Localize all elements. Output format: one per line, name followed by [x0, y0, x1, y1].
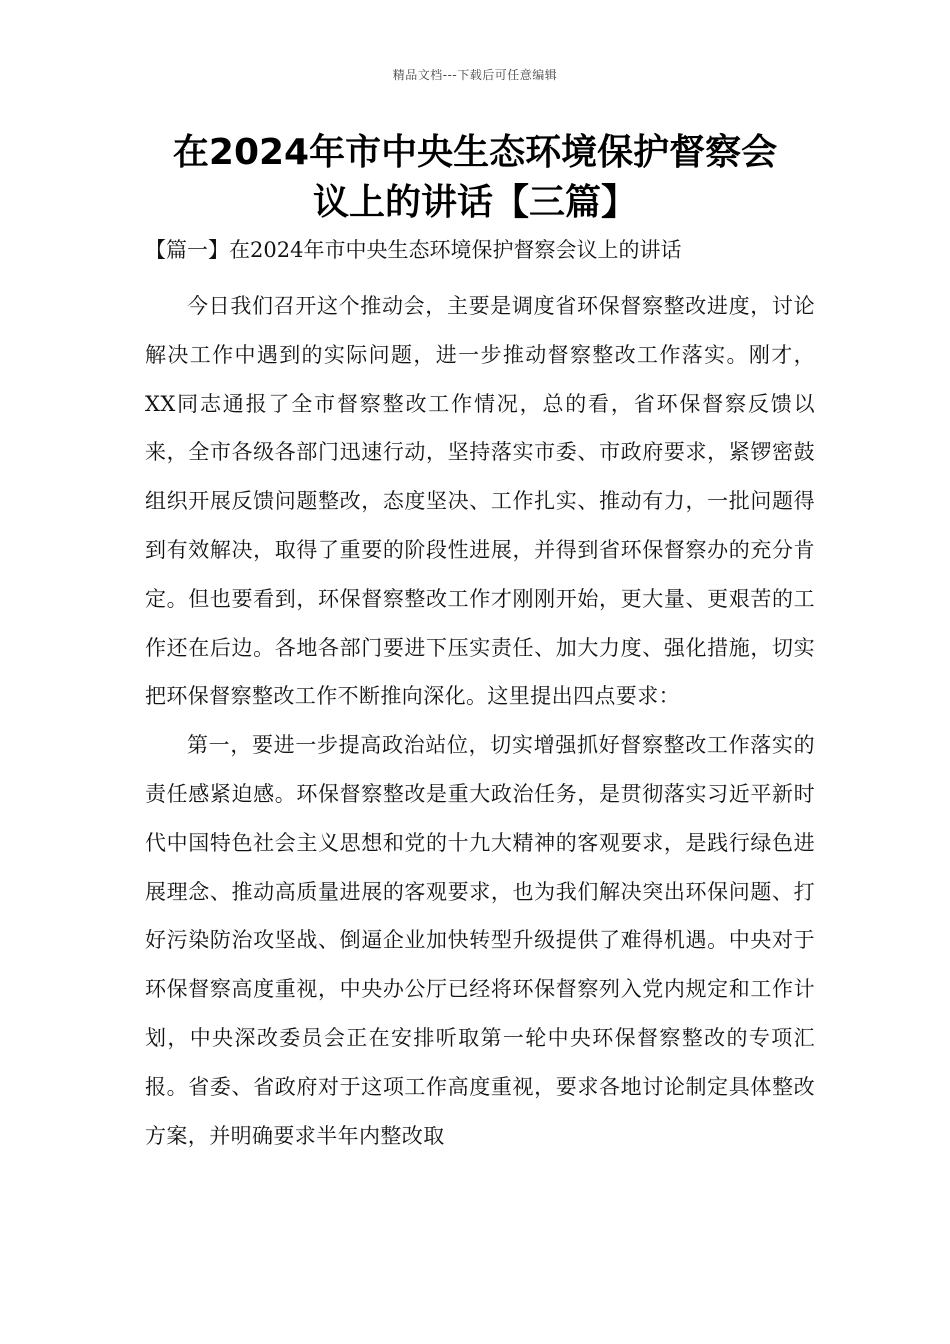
- header-note: 精品文档---下载后可任意编辑: [392, 68, 558, 82]
- paragraph: 今日我们召开这个推动会，主要是调度省环保督察整改进度，讨论解决工作中遇到的实际问题，进一步推动督察整改工作落实。刚才，XX同志通报了全市督察整改工作情况，总的看，省环保督察反馈以来，全市各级各部门迅速行动，坚持落实市委、市政府要求，紧锣密鼓组织开展反馈问题整改，态度坚决、工作扎实、推动有力，一批问题得到有效解决，取得了重要的阶段性进展，并得到省环保督察办的充分肯定。但也要看到，环保督察整改工作才刚刚开始，更大量、更艰苦的工作还在后边。各地各部门要进下压实责任、加大力度、强化措施，切实把环保督察整改工作不断推向深化。这里提出四点要求：: [145, 294, 815, 709]
- title-line-2: 议上的讲话【三篇】: [312, 182, 637, 223]
- document-body: [145, 282, 815, 1160]
- section-heading: 【篇一】在2024年市中央生态环境保护督察会议上的讲话: [145, 238, 682, 262]
- document-title: [145, 128, 805, 228]
- title-line-1: 在2024年市中央生态环境保护督察会: [172, 132, 778, 173]
- paragraph: 第一，要进一步提高政治站位，切实增强抓好督察整改工作落实的责任感紧迫感。环保督察整改是重大政治任务，是贯彻落实习近平新时代中国特色社会主义思想和党的十九大精神的客观要求，是践行绿色进展理念、推动高质量进展的客观要求，也为我们解决突出环保问题、打好污染防治攻坚战、倒逼企业加快转型升级提供了难得机遇。中央对于环保督察高度重视，中央办公厅已经将环保督察列入党内规定和工作计划，中央深改委员会正在安排听取第一轮中央环保督察整改的专项汇报。省委、省政府对于这项工作高度重视，要求各地讨论制定具体整改方案，并明确要求半年内整改取: [145, 733, 815, 1148]
